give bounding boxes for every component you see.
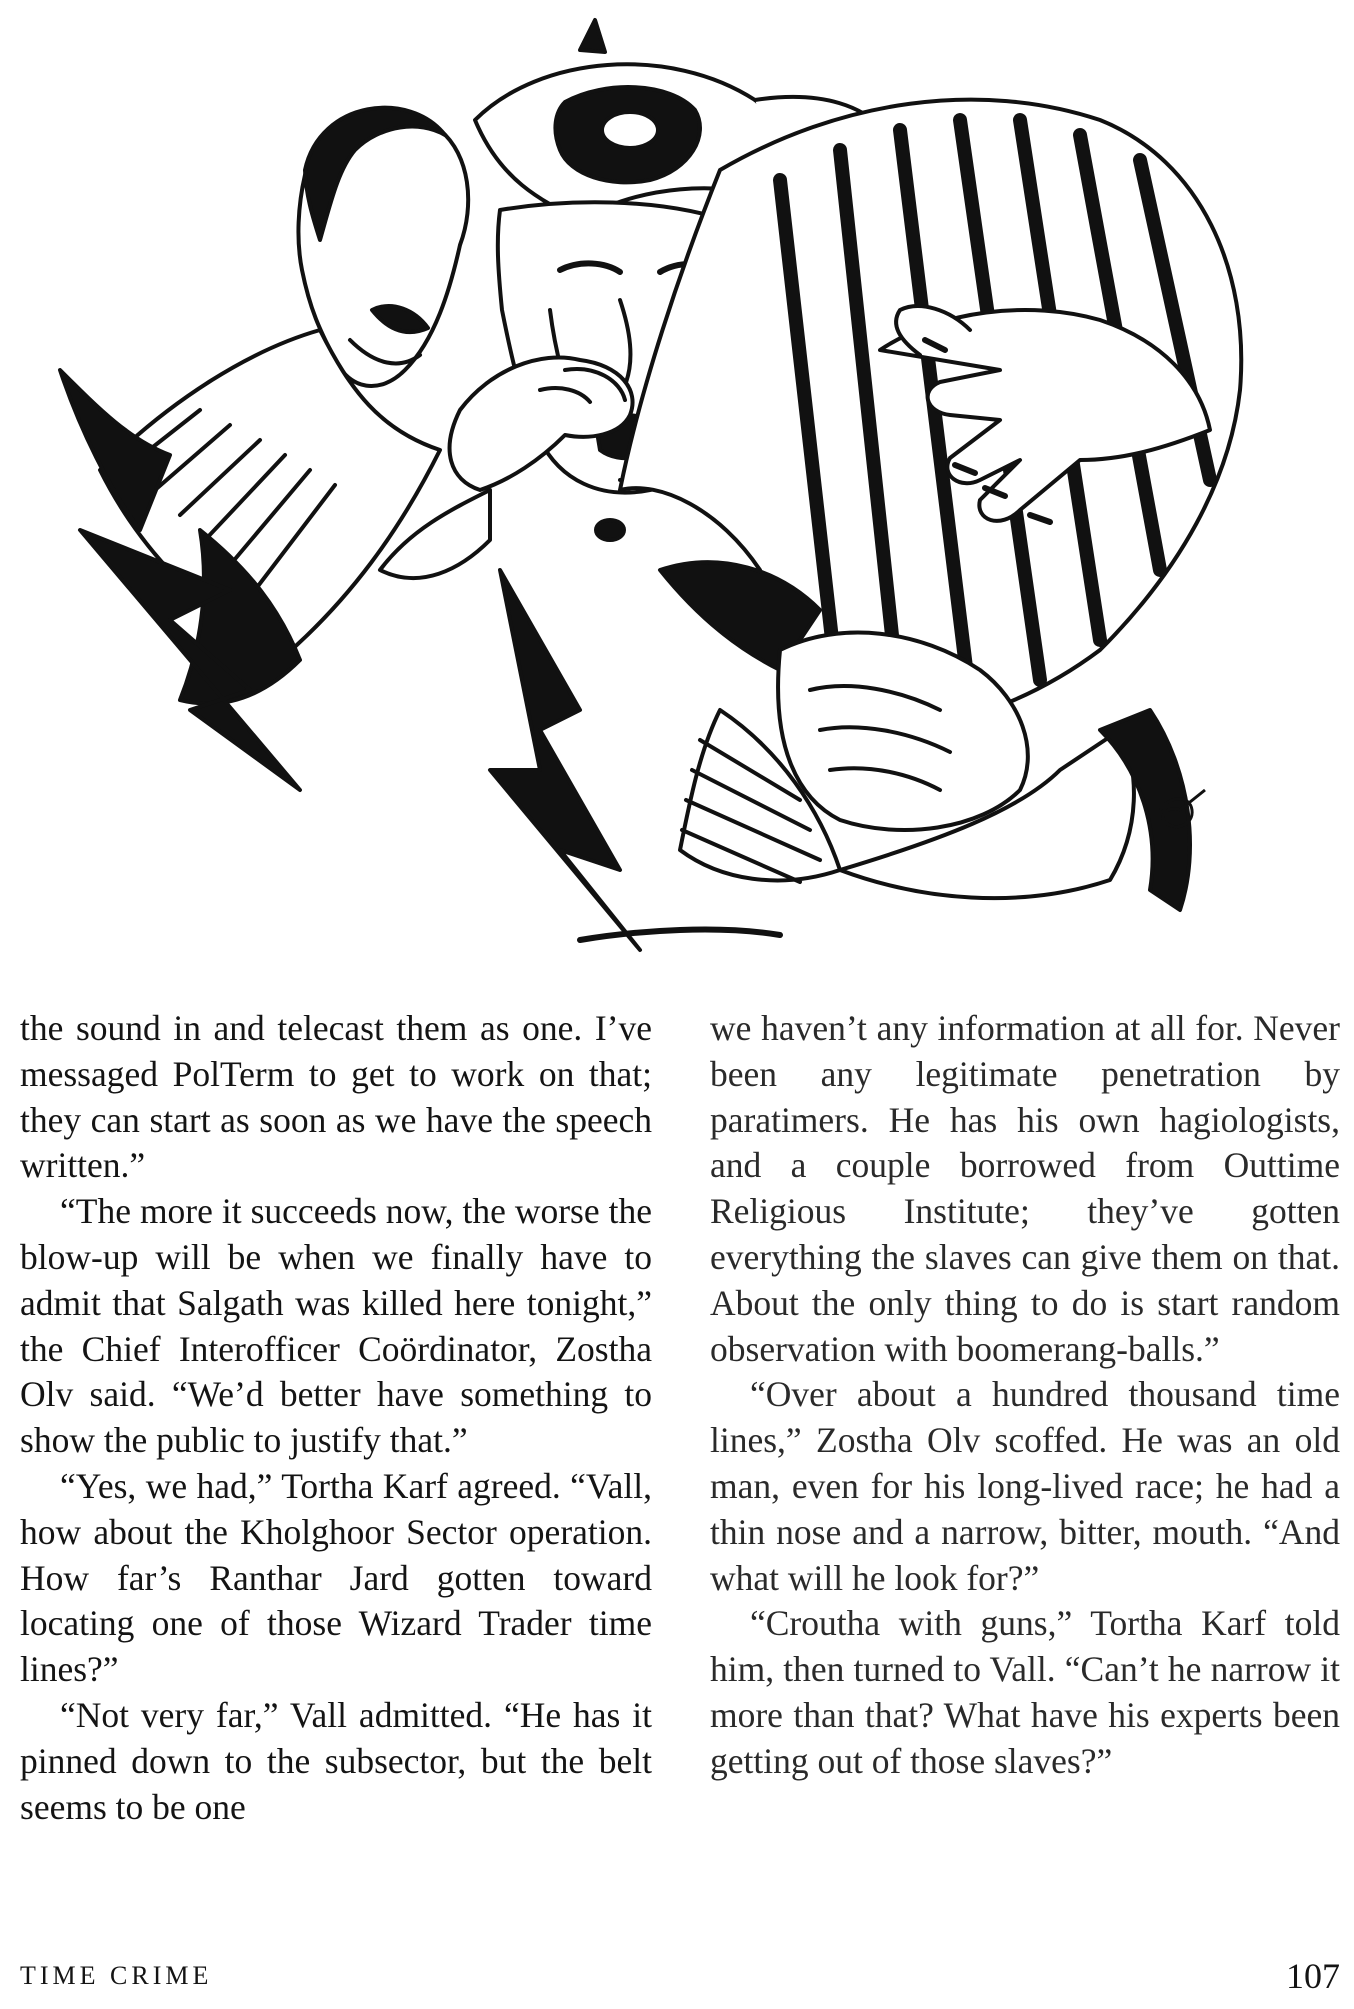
paragraph: “The more it succeeds now, the worse the blow-up will be when we finally have to admit that Salgath was killed here tonight,” the Chief Interofficer Coördinator, Zostha Olv said. “We’d better have something to show the public to justify that.” xyxy=(20,1191,652,1461)
running-head: TIME CRIME xyxy=(20,1961,213,1990)
paragraph: “Not very far,” Vall admitted. “He has it pinned down to the subsector, but the belt seems to be one xyxy=(20,1694,652,1827)
paragraph: we haven’t any information at all for. Never been any legitimate penetration by paratimers. He has his own hagiologists, and a couple borrowed from Outtime Religious Institute; they’ve gotten everything the slaves can give them on that. About the only thing to do is start random observation with boomerang-balls.” xyxy=(710,1008,1340,1369)
page-number: 107 xyxy=(1286,1956,1340,1996)
scuffle-illustration-icon xyxy=(20,10,1340,960)
paragraph: “Over about a hundred thousand time lines,” Zostha Olv scoffed. He was an old man, even for his long-lived race; he had a thin nose and a narrow, bitter, mouth. “And what will he look for?” xyxy=(710,1374,1340,1598)
paragraph: “Croutha with guns,” Tortha Karf told him, then turned to Vall. “Can’t he narrow it more than that? What have his experts been getting out of those slaves?” xyxy=(710,1603,1340,1781)
paragraph: the sound in and telecast them as one. I’ve messaged PolTerm to get to work on that; they can start as soon as we have the speech written.” xyxy=(20,1008,652,1186)
page-footer xyxy=(20,1955,1340,1999)
text-column-left xyxy=(20,1006,652,1918)
paragraph: “Yes, we had,” Tortha Karf agreed. “Vall, how about the Kholghoor Sector operation. How far’s Ranthar Jard gotten toward locating one of those Wizard Trader time lines?” xyxy=(20,1465,652,1690)
text-column-right xyxy=(710,1006,1340,1918)
story-illustration xyxy=(20,10,1340,960)
